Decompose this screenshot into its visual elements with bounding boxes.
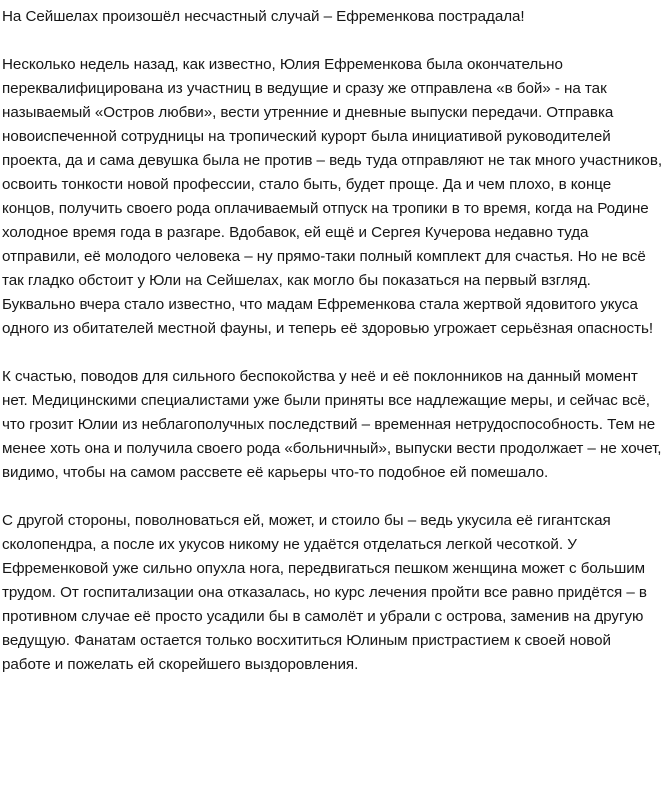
article-paragraph-1: Несколько недель назад, как известно, Юлия Ефременкова была окончательно переквалифицирована из участниц в ведущие и сразу же отправлена «в бой» - на так называемый «Остров любви», вести утренние и дневные выпуски передачи. Отправка новоиспеченной сотрудницы на тропический курорт была инициативой руководителей проекта, да и сама девушка была не против – ведь туда отправляют не так много участников, освоить тонкости новой профессии, стало быть, будет проще. Да и чем плохо, в конце концов, получить своего рода оплачиваемый отпуск на тропики в то время, когда на Родине холодное время года в разгаре. Вдобавок, ей ещё и Сергея Кучерова недавно туда отправили, её молодого человека – ну прямо-таки полный комплект для счастья. Но не всё так гладко обстоит у Юли на Сейшелах, как могло бы показаться на первый взгляд. Буквально вчера стало известно, что мадам Ефременкова стала жертвой ядовитого укуса одного из обитателей местной фауны, и теперь её здоровью угрожает серьёзная опасность! [2,56,663,337]
article-paragraph-2: К счастью, поводов для сильного беспокойства у неё и её поклонников на данный момент нет. Медицинскими специалистами уже были приняты все надлежащие меры, и сейчас всё, что грозит Юлии из неблагополучных последствий – временная нетрудоспособность. Тем не менее хоть она и получила своего рода «больничный», выпуски вести продолжает – не хочет, видимо, чтобы на самом рассвете её карьеры что-то подобное ей помешало. [2,368,662,481]
headline-paragraph-spacer [2,29,662,53]
paragraph-spacer-2 [2,485,662,509]
paragraph-spacer-1 [2,341,662,365]
article-paragraph-3: С другой стороны, поволноваться ей, может, и стоило бы – ведь укусила её гигантская сколопендра, а после их укусов никому не удаётся отделаться легкой чесоткой. У Ефременковой уже сильно опухла нога, передвигаться пешком женщина может с большим трудом. От госпитализации она отказалась, но курс лечения пройти все равно придётся – в противном случае её просто усадили бы в самолёт и убрали с острова, заменив на другую ведущую. Фанатам остается только восхититься Юлиным пристрастием к своей новой работе и пожелать ей скорейшего выздоровления. [2,512,647,673]
article-headline: На Сейшелах произошёл несчастный случай – Ефременкова пострадала! [2,8,525,25]
